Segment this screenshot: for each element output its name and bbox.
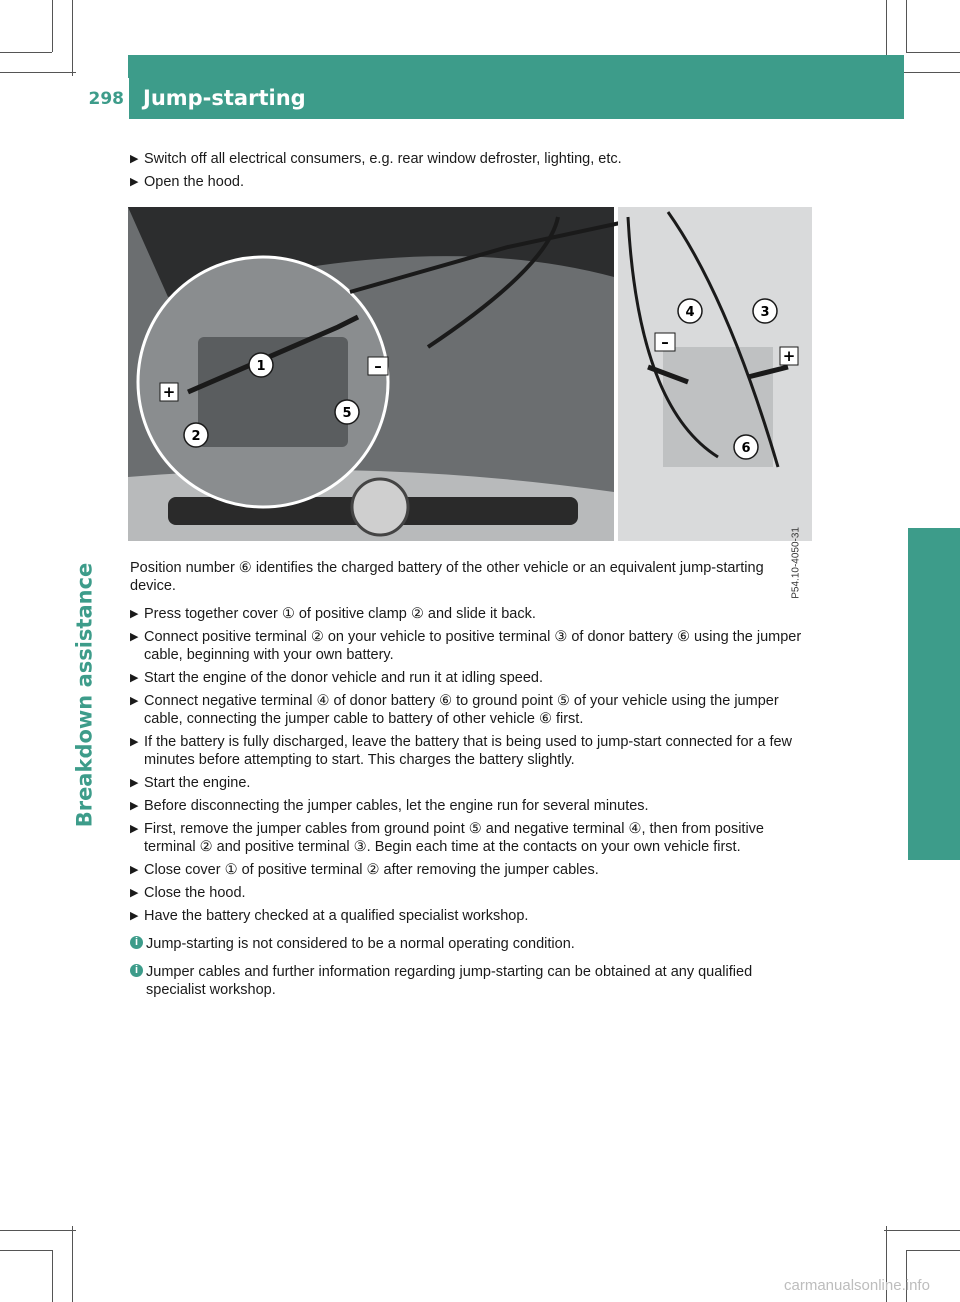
- crop-mark: [906, 52, 960, 53]
- crop-mark: [72, 0, 73, 76]
- callout-4: [678, 299, 702, 323]
- arrow-right-icon: ▶: [130, 176, 139, 188]
- crop-mark: [884, 1230, 960, 1231]
- minus-marker: [655, 333, 675, 351]
- crop-mark: [0, 1250, 52, 1251]
- plus-marker: [160, 383, 178, 401]
- arrow-right-icon: ▶: [130, 864, 139, 876]
- arrow-right-icon: ▶: [130, 823, 139, 835]
- list-item: ▶ Press together cover ① of positive clamp ② and slide it back.: [130, 606, 536, 622]
- header-divider: [127, 78, 129, 120]
- info-icon: i: [130, 964, 143, 977]
- crop-mark: [906, 1250, 907, 1302]
- list-item: ▶ Open the hood.: [130, 174, 244, 190]
- section-tab: [908, 528, 960, 860]
- svg-text:5: 5: [342, 406, 352, 421]
- svg-text:1: 1: [256, 359, 266, 374]
- list-item: ▶ Switch off all electrical consumers, e.g. rear window defroster, lighting, etc.: [130, 151, 622, 167]
- arrow-right-icon: ▶: [130, 631, 139, 643]
- figure-code: P54.10-4050-31: [791, 527, 802, 599]
- list-item: ▶ Have the battery checked at a qualified specialist workshop.: [130, 908, 529, 924]
- callout-2: [184, 423, 208, 447]
- main-content: [130, 150, 810, 999]
- arrow-right-icon: ▶: [130, 910, 139, 922]
- svg-text:4: 4: [685, 305, 695, 320]
- list-item: ▶ Start the engine of the donor vehicle and run it at idling speed.: [130, 670, 544, 686]
- list-item: ▶ First, remove the jumper cables from ground point ⑤ and negative terminal ④, then from positive terminal ② and positive terminal ③. Begin each time at the contacts on your own vehicle first.: [130, 821, 764, 855]
- arrow-right-icon: ▶: [130, 887, 139, 899]
- callout-3: [753, 299, 777, 323]
- svg-text:–: –: [374, 357, 382, 375]
- crop-mark: [906, 1250, 960, 1251]
- emblem: [352, 479, 408, 535]
- svg-text:2: 2: [191, 429, 201, 444]
- section-label-text: Breakdown assistance: [72, 562, 96, 828]
- arrow-right-icon: ▶: [130, 695, 139, 707]
- list-item: ▶ Close the hood.: [130, 885, 246, 901]
- callout-6: [734, 435, 758, 459]
- list-item: ▶ Connect positive terminal ② on your vehicle to positive terminal ③ of donor battery ⑥ using the jumper cable, beginning with your own battery.: [130, 629, 802, 663]
- crop-mark: [0, 1230, 76, 1231]
- svg-text:+: +: [162, 383, 176, 401]
- arrow-right-icon: ▶: [130, 672, 139, 684]
- arrow-right-icon: ▶: [130, 608, 139, 620]
- callout-1: [249, 353, 273, 377]
- page-number: 298: [88, 89, 124, 109]
- list-item: ▶ Before disconnecting the jumper cables, let the engine run for several minutes.: [130, 798, 649, 814]
- list-item: ▶ Close cover ① of positive terminal ② after removing the jumper cables.: [130, 862, 599, 878]
- paragraph: Position number ⑥ identifies the charged battery of the other vehicle or an equivalent jump-starting device.: [130, 560, 764, 594]
- info-icon: i: [130, 936, 143, 949]
- crop-mark: [52, 0, 53, 52]
- crop-mark: [906, 0, 907, 52]
- svg-text:3: 3: [760, 305, 770, 320]
- info-note: i Jump-starting is not considered to be a normal operating condition.: [130, 935, 810, 953]
- crop-mark: [72, 1226, 73, 1302]
- list-item: ▶ Start the engine.: [130, 775, 251, 791]
- svg-text:+: +: [782, 347, 796, 365]
- section-label: [60, 530, 108, 860]
- svg-text:–: –: [661, 333, 669, 351]
- list-item: ▶ If the battery is fully discharged, leave the battery that is being used to jump-start connected for a few minutes before attempting to start. This charges the battery slightly.: [130, 734, 793, 768]
- arrow-right-icon: ▶: [130, 153, 139, 165]
- info-note: i Jumper cables and further information regarding jump-starting can be obtained at any qualified specialist workshop.: [130, 963, 810, 999]
- arrow-right-icon: ▶: [130, 800, 139, 812]
- callout-5: [335, 400, 359, 424]
- crop-mark: [0, 72, 76, 73]
- crop-mark: [52, 1250, 53, 1302]
- jump-start-illustration: [128, 207, 812, 541]
- arrow-right-icon: ▶: [130, 777, 139, 789]
- list-item: ▶ Connect negative terminal ④ of donor battery ⑥ to ground point ⑤ of your vehicle using the jumper cable, connecting the jumper cable to battery of other vehicle ⑥ first.: [130, 693, 779, 727]
- plus-marker: [780, 347, 798, 365]
- crop-mark: [0, 52, 52, 53]
- svg-text:6: 6: [741, 441, 751, 456]
- page-title: Jump-starting: [143, 86, 306, 110]
- arrow-right-icon: ▶: [130, 736, 139, 748]
- watermark: carmanualsonline.info: [784, 1277, 930, 1294]
- minus-marker: [368, 357, 388, 375]
